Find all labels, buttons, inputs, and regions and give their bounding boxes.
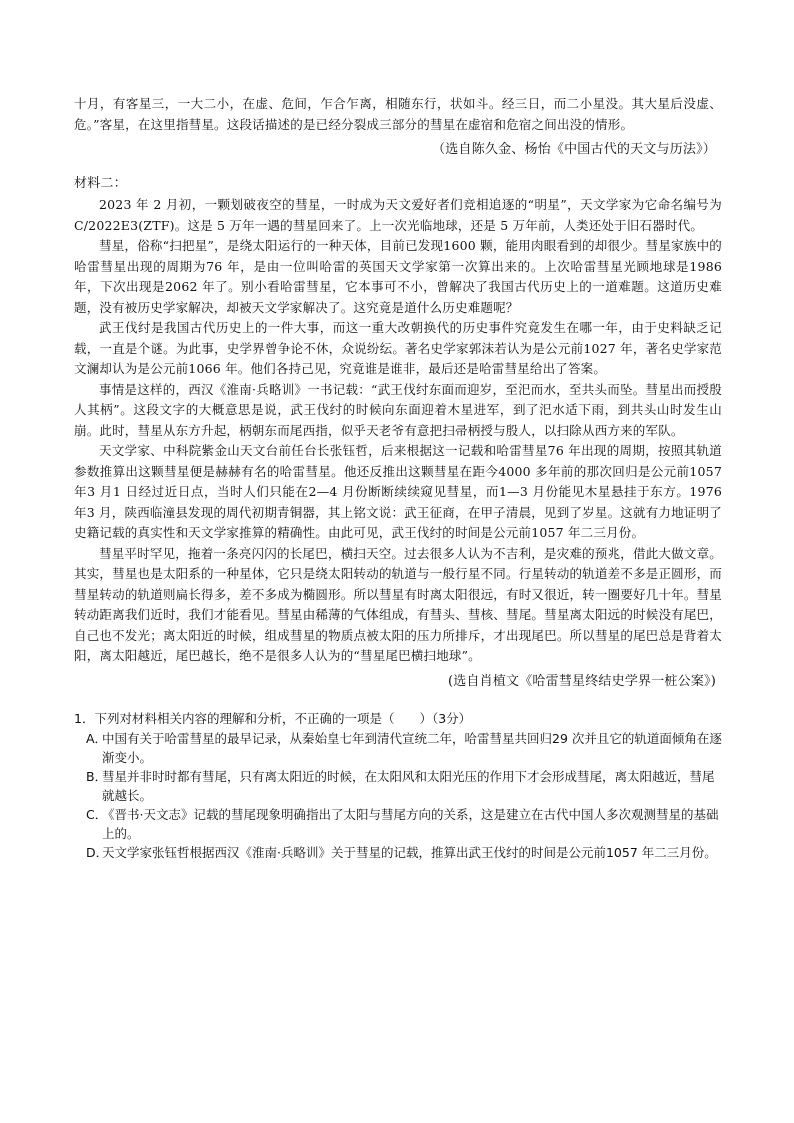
material2-source: (选自肖植文《哈雷彗星终结史学界一桩公案》) bbox=[447, 673, 716, 689]
option-c bbox=[86, 805, 722, 843]
option-a bbox=[86, 729, 722, 767]
option-d bbox=[86, 843, 722, 862]
material2-paragraph: 事情是这样的，西汉《淮南·兵略训》一书记载：“武王伐纣东面而迎岁，至汜而水，至共头而坠。彗星出而授殷人其柄”。这段文字的大概意思是说，武王伐纣的时候向东面迎着木星进军，到了汜水适下雨，到共头山时发生山崩。此时，彗星从东方升起，柄朝东而尾西指，似乎天老爷有意把扫帚柄授与殷人，以扫除从西方来的军队。 bbox=[74, 381, 722, 438]
material2-paragraph: 2023 年 2 月初，一颗划破夜空的彗星，一时成为天文爱好者们竞相追逐的“明星”，天文学家为它命名编号为 C/2022E3(ZTF)。这是 5 万年一遇的彗星回来了。上一次光临地球，还是 5 万年前，人类还处于旧石器时代。 bbox=[74, 197, 722, 233]
question-1 bbox=[74, 709, 722, 862]
option-letter: C． bbox=[86, 806, 108, 822]
option-text: 中国有关于哈雷彗星的最早记录，从秦始皇七年到清代宣统二年，哈雷彗星共回归29 次并且它的轨道面倾角在逐渐变小。 bbox=[102, 730, 722, 765]
question-stem: 1．下列对材料相关内容的理解和分析，不正确的一项是（ ）（3分） bbox=[74, 710, 472, 726]
material1-text: 十月，有客星三，一大二小，在虚、危间，乍合乍离，相随东行，状如斗。经三日，而二小星没。其大星后没虚、危。”客星，在这里指彗星。这段话描述的是已经分裂成三部分的彗星在虚宿和危宿之间出没的情形。 bbox=[74, 96, 722, 132]
material2-paragraph: 武王伐纣是我国古代历史上的一件大事，而这一重大改朝换代的历史事件究竟发生在哪一年，由于史料缺乏记载，一直是个谜。为此事，史学界曾争论不休，众说纷纭。著名史学家郭沫若认为是公元前1027 年，著名史学家范文澜却认为是公元前1066 年。他们各持己见，究竟谁是谁非，最后还是哈雷彗星给出了答案。 bbox=[74, 320, 722, 376]
option-text: 《晋书·天文志》记载的彗尾现象明确指出了太阳与彗尾方向的关系，这是建立在古代中国人多次观测彗星的基础上的。 bbox=[102, 806, 719, 841]
material2-label: 材料二： bbox=[74, 176, 127, 191]
material2-paragraph: 天文学家、中科院紫金山天文台前任台长张钰哲，后来根据这一记载和哈雷彗星76 年出现的周期，按照其轨道参数推算出这颗彗星便是赫赫有名的哈雷彗星。他还反推出这颗彗星在距今4000 多年前的那次回归是公元前1057 年3 月1 日经过近日点，当时人们只能在2—4 月份断断续续窥见彗星，而1—3 月份能见木星悬挂于东方。1976 年3 月，陕西临潼县发现的周代初期青铜器，其上铭文说：武王征商，在甲子清晨，见到了岁星。这就有力地证明了史籍记载的真实性和天文学家推算的精确性。由此可见，武王伐纣的时间是公元前1057 年二三月份。 bbox=[74, 443, 722, 540]
option-letter: B． bbox=[86, 768, 108, 784]
answer-options bbox=[86, 729, 722, 862]
document-page bbox=[74, 94, 722, 862]
material1-source: （选自陈久金、杨怡《中国古代的天文与历法》） bbox=[432, 142, 716, 157]
material2-paragraph: 彗星平时罕见，拖着一条亮闪闪的长尾巴，横扫天空。过去很多人认为不吉利，是灾难的预兆，借此大做文章。其实，彗星也是太阳系的一种星体，它只是绕太阳转动的轨道与一般行星不同。行星转动的轨道差不多是正圆形，而彗星转动的轨道则扁长得多，差不多成为椭圆形。所以彗星有时离太阳很远，有时又很近，转一圈要好几十年。彗星转动距离我们近时，我们才能看见。彗星由稀薄的气体组成，有彗头、彗核、彗尾。彗星离太阳远的时候没有尾巴，自己也不发光；离太阳近的时候，组成彗星的物质点被太阳的压力所排斥，才出现尾巴。所以彗星的尾巴总是背着太阳，离太阳越近，尾巴越长，绝不是很多人认为的“彗星尾巴横扫地球”。 bbox=[74, 545, 722, 663]
option-text: 彗星并非时时都有彗尾，只有离太阳近的时候，在太阳风和太阳光压的作用下才会形成彗尾，离太阳越近，彗尾就越长。 bbox=[102, 768, 715, 803]
option-b bbox=[86, 767, 722, 805]
material2-paragraph: 彗星，俗称“扫把星”，是绕太阳运行的一种天体，目前已发现1600 颗，能用肉眼看到的却很少。彗星家族中的哈雷彗星出现的周期为76 年，是由一位叫哈雷的英国天文学家第一次算出来的。上次哈雷彗星光顾地球是1986 年，下次出现是2062 年了。别小看哈雷彗星，它本事可不小，曾解决了我国古代历史上的一道难题。这道历史难题，没有被历史学家解决，却被天文学家解决了。这究竟是道什么历史难题呢？ bbox=[74, 238, 722, 315]
option-text: 天文学家张钰哲根据西汉《淮南·兵略训》关于彗星的记载，推算出武王伐纣的时间是公元前1057 年二三月份。 bbox=[102, 844, 717, 860]
option-letter: D． bbox=[86, 844, 109, 860]
option-letter: A． bbox=[86, 730, 108, 746]
